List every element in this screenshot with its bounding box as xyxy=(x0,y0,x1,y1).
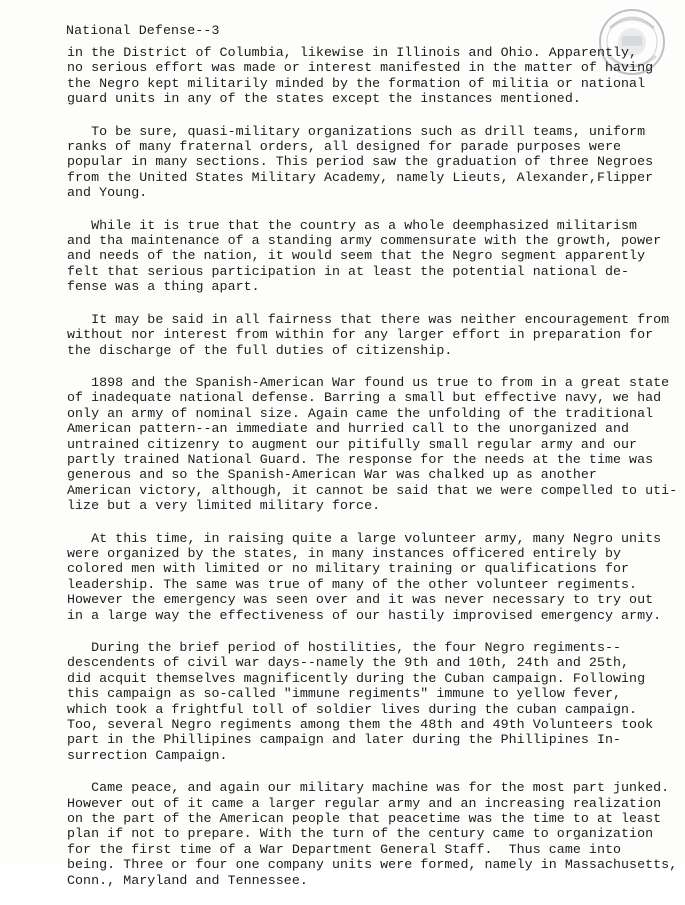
text-line: American pattern--an immediate and hurried call to the unorganized and xyxy=(67,421,630,437)
text-line: surrection Campaign. xyxy=(67,747,228,763)
paragraph xyxy=(67,312,677,358)
text-line: lize but a very limited military force. xyxy=(67,498,381,514)
text-line: felt that serious participation in at least the potential national de- xyxy=(67,263,630,279)
text-line: which took a frightful toll of soldier lives during the cuban campaign. xyxy=(67,701,638,717)
paragraph xyxy=(67,218,677,295)
paragraph xyxy=(67,780,677,888)
text-line: generous and so the Spanish-American War was chalked up as another xyxy=(67,467,597,483)
text-line: untrained citizenry to augment our pitifully small regular army and our xyxy=(67,436,638,452)
paragraph xyxy=(67,531,677,623)
text-line: While it is true that the country as a whole deemphasized militarism xyxy=(67,217,638,233)
text-line: in the District of Columbia, likewise in Illinois and Ohio. Apparently, xyxy=(67,45,638,60)
text-line: no serious effort was made or interest manifested in the matter of having xyxy=(67,60,654,76)
text-line: on the part of the American people that peacetime was the time to at least xyxy=(67,811,662,827)
text-line: and tha maintenance of a standing army commensurate with the growth, power xyxy=(67,233,662,249)
text-line: To be sure, quasi-military organizations such as drill teams, uniform xyxy=(67,123,646,139)
text-line: and needs of the nation, it would seem that the Negro segment apparently xyxy=(67,248,646,264)
text-line: the Negro kept militarily minded by the formation of militia or national xyxy=(67,75,646,91)
text-line: were organized by the states, in many instances officered entirely by xyxy=(67,545,622,561)
text-line: in a large way the effectiveness of our hastily improvised emergency army. xyxy=(67,607,662,623)
text-line: colored men with limited or no military training or qualifications for xyxy=(67,561,630,577)
paragraph xyxy=(67,45,677,107)
text-line: and Young. xyxy=(67,185,148,201)
text-line: popular in many sections. This period saw the graduation of three Negroes xyxy=(67,154,654,170)
text-line: being. Three or four one company units were formed, namely in Massachusetts, xyxy=(67,857,678,873)
text-line: only an army of nominal size. Again came the unfolding of the traditional xyxy=(67,405,654,421)
text-line: descendents of civil war days--namely the 9th and 10th, 24th and 25th, xyxy=(67,655,630,671)
text-line: the discharge of the full duties of citizenship. xyxy=(67,342,453,358)
text-line: without nor interest from within for any larger effort in preparation for xyxy=(67,327,654,343)
text-line: leadership. The same was true of many of the other volunteer regiments. xyxy=(67,576,638,592)
paragraph xyxy=(67,640,677,763)
text-line: It may be said in all fairness that there was neither encouragement from xyxy=(67,311,670,327)
text-line: from the United States Military Academy, namely Lieuts, Alexander,Flipper xyxy=(67,169,654,185)
text-line: partly trained National Guard. The response for the needs at the time was xyxy=(67,451,654,467)
text-line: Came peace, and again our military machine was for the most part junked. xyxy=(67,780,670,796)
text-line: At this time, in raising quite a large volunteer army, many Negro units xyxy=(67,530,662,546)
text-line: Too, several Negro regiments among them the 48th and 49th Volunteers took xyxy=(67,717,654,733)
page-header: National Defense--3 xyxy=(66,23,220,38)
text-line: for the first time of a War Department General Staff. Thus came into xyxy=(67,841,622,857)
text-line: ranks of many fraternal orders, all designed for parade purposes were xyxy=(67,139,622,155)
document-body xyxy=(67,45,677,905)
text-line: plan if not to prepare. With the turn of the century came to organization xyxy=(67,826,654,842)
text-line: 1898 and the Spanish-American War found us true to from in a great state xyxy=(67,374,670,390)
text-line: this campaign as so-called "immune regiments" immune to yellow fever, xyxy=(67,686,622,702)
text-line: part in the Phillipines campaign and later during the Phillipines In- xyxy=(67,732,622,748)
text-line: of inadequate national defense. Barring a small but effective navy, we had xyxy=(67,390,662,406)
text-line: However out of it came a larger regular army and an increasing realization xyxy=(67,795,662,811)
text-line: fense was a thing apart. xyxy=(67,279,260,295)
text-line: did acquit themselves magnificently during the Cuban campaign. Following xyxy=(67,670,646,686)
text-line: However the emergency was seen over and it was never necessary to try out xyxy=(67,592,654,608)
text-line: guard units in any of the states except the instances mentioned. xyxy=(67,91,581,107)
paragraph xyxy=(67,375,677,514)
text-line: Conn., Maryland and Tennessee. xyxy=(67,872,308,888)
paragraph xyxy=(67,124,677,201)
text-line: American victory, although, it cannot be said that we were compelled to uti- xyxy=(67,482,678,498)
text-line: During the brief period of hostilities, the four Negro regiments-- xyxy=(67,640,622,655)
